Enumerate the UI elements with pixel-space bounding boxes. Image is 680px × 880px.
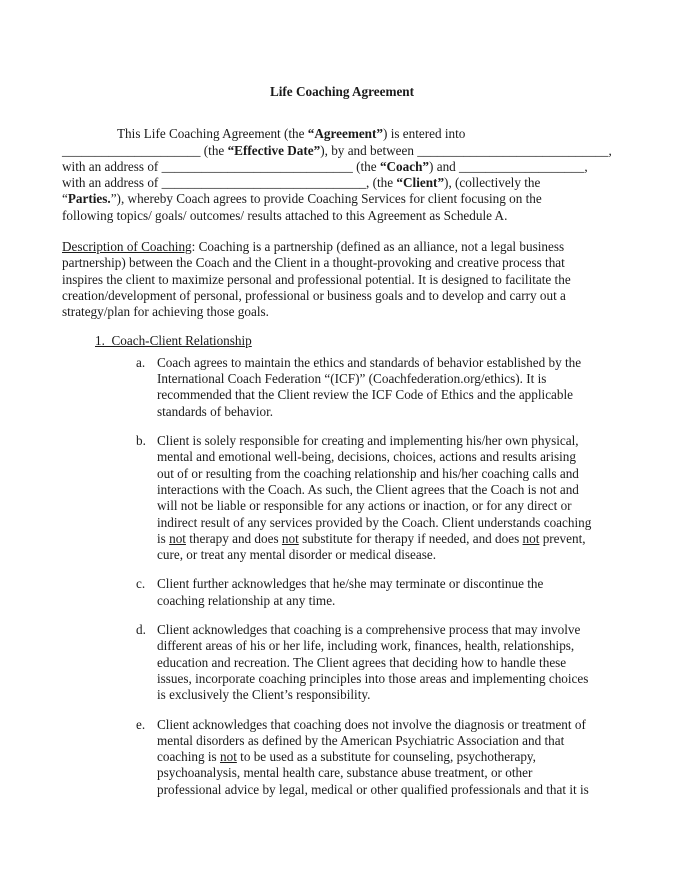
text-line: coaching is not to be used as a substitute for counseling, psychotherapy, bbox=[157, 749, 536, 765]
list-item-b bbox=[136, 433, 622, 563]
text-line: coaching relationship at any time. bbox=[157, 592, 336, 608]
intro-paragraph bbox=[62, 126, 622, 224]
list-marker: c. bbox=[136, 576, 146, 592]
list-item-e bbox=[136, 717, 622, 798]
text-line: strategy/plan for achieving those goals. bbox=[62, 304, 269, 320]
document-title: Life Coaching Agreement bbox=[269, 84, 415, 99]
text-line: education and recreation. The Client agrees that deciding how to handle these bbox=[157, 654, 567, 670]
text-line: is not therapy and does not substitute for therapy if needed, and does not prevent, bbox=[157, 530, 586, 546]
list-item-a bbox=[136, 355, 622, 420]
text-line: different areas of his or her life, including work, finances, health, relationships, bbox=[157, 638, 575, 654]
document-body bbox=[62, 126, 622, 798]
text-line: International Coach Federation “(ICF)” (Coachfederation.org/ethics). It is bbox=[157, 371, 547, 387]
text-line: indirect result of any services provided by the Coach. Client understands coaching bbox=[157, 514, 592, 530]
text-line: Client acknowledges that coaching is a comprehensive process that may involve bbox=[157, 622, 581, 638]
text-line: Coach agrees to maintain the ethics and standards of behavior established by the bbox=[157, 354, 582, 370]
text-line: Description of Coaching: Coaching is a partnership (defined as an alliance, not a legal business bbox=[62, 239, 565, 255]
description-paragraph bbox=[62, 239, 622, 320]
text-line: out of or resulting from the coaching relationship and his/her coaching calls and bbox=[157, 465, 579, 481]
text-line: creation/development of personal, professional or business goals and to develop and carry out a bbox=[62, 287, 566, 303]
text-line: _____________________ (the “Effective Date”), by and between _____________________________, bbox=[62, 142, 612, 158]
list-item-d bbox=[136, 622, 622, 703]
list-marker: e. bbox=[136, 716, 146, 732]
text-line: mental disorders as defined by the American Psychiatric Association and that bbox=[157, 732, 565, 748]
text-line: recommended that the Client review the ICF Code of Ethics and the applicable bbox=[157, 387, 574, 403]
text-line: inspires the client to maximize personal and professional potential. It is designed to facilitate the bbox=[62, 271, 571, 287]
text-line: following topics/ goals/ outcomes/ results attached to this Agreement as Schedule A. bbox=[62, 207, 508, 223]
text-line: This Life Coaching Agreement (the “Agreement”) is entered into bbox=[117, 126, 466, 142]
text-line: Client is solely responsible for creating and implementing his/her own physical, bbox=[157, 433, 579, 449]
text-line: mental and emotional well-being, decisions, choices, actions and results arising bbox=[157, 449, 576, 465]
list-marker: a. bbox=[136, 354, 146, 370]
section-1-heading bbox=[95, 333, 622, 349]
text-line: Client acknowledges that coaching does not involve the diagnosis or treatment of bbox=[157, 716, 586, 732]
text-line: professional advice by legal, medical or other qualified professionals and that it is bbox=[157, 781, 589, 797]
text-line: partnership) between the Coach and the Client in a thought-provoking and creative process that bbox=[62, 255, 565, 271]
text-line: “Parties.”), whereby Coach agrees to provide Coaching Services for client focusing on the bbox=[62, 191, 542, 207]
text-line: psychoanalysis, mental health care, substance abuse treatment, or other bbox=[157, 765, 533, 781]
list-marker: d. bbox=[136, 622, 146, 638]
text-line: will not be liable or responsible for any actions or inaction, or for any direct or bbox=[157, 498, 572, 514]
text-line: is exclusively the Client’s responsibility. bbox=[157, 687, 371, 703]
text-line: with an address of _____________________________ (the “Coach”) and ___________________, bbox=[62, 158, 588, 174]
list-item-c bbox=[136, 576, 622, 609]
text-line: Client further acknowledges that he/she may terminate or discontinue the bbox=[157, 576, 544, 592]
text-line: 1. Coach-Client Relationship bbox=[95, 332, 252, 348]
list-marker: b. bbox=[136, 433, 146, 449]
text-line: with an address of _______________________________, (the “Client”), (collectively the bbox=[62, 175, 541, 191]
text-line: issues, incorporate coaching principles into those areas and implementing choices bbox=[157, 670, 589, 686]
text-line: cure, or treat any mental disorder or medical disease. bbox=[157, 547, 437, 563]
text-line: standards of behavior. bbox=[157, 403, 274, 419]
text-line: interactions with the Coach. As such, the Client agrees that the Coach is not and bbox=[157, 481, 579, 497]
